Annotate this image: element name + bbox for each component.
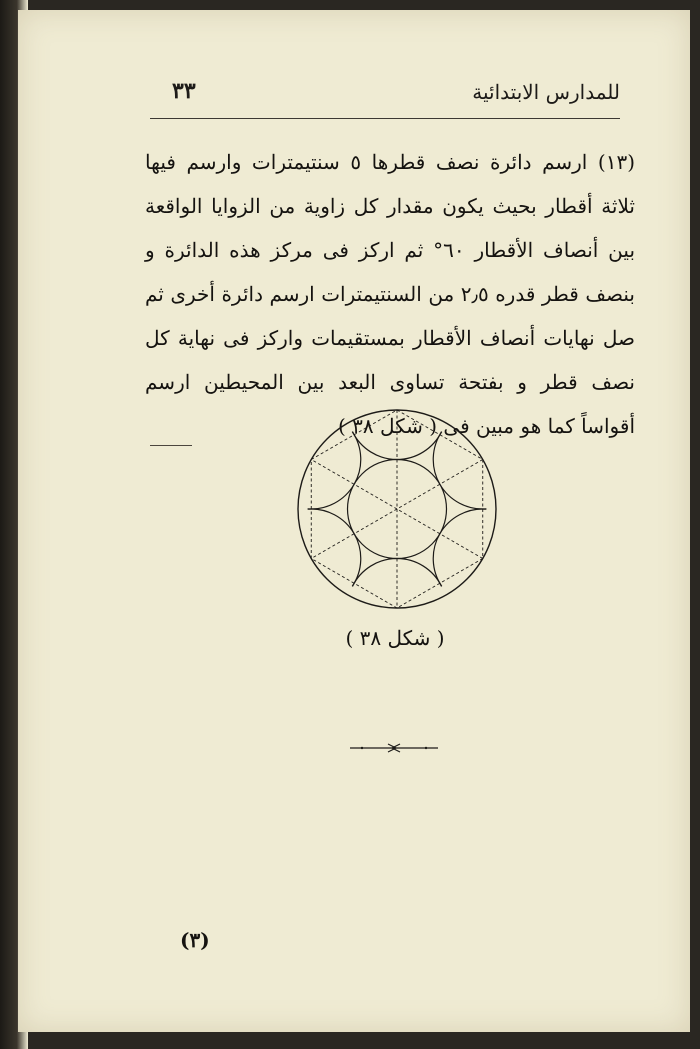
running-header: [150, 78, 620, 108]
divider-ornament: [348, 740, 440, 756]
construction-arc: [433, 432, 486, 509]
header-rule: [150, 118, 620, 119]
exercise-paragraph: [145, 140, 635, 448]
signature-number: (٣): [180, 928, 210, 952]
exercise-text: (١٣) ارسم دائرة نصف قطرها ٥ سنتيمترات وارسم فيها ثلاثة أقطار بحيث يكون مقدار كل زاوية من الزوايا الواقعة بين أنصاف الأقطار ٦٠° ثم اركز فى مركز هذه الدائرة و بنصف قطر قدره ٢٫٥ من السنتيمترات ارسم دائرة أخرى ثم صل نهايات أنصاف الأقطار بمستقيمات واركز فى نهاية كل نصف قطر و بفتحة تساوى البعد بين المحيطين ارسم أقواساً كما هو مبين فى ( شكل ٣٨ ): [145, 150, 636, 438]
figure-caption: ( شكل ٣٨ ): [345, 626, 445, 650]
geometric-construction: [296, 408, 498, 610]
page-number: ٣٣: [172, 78, 196, 104]
figure-38: [296, 408, 498, 610]
margin-mark: [150, 445, 192, 446]
running-title: للمدارس الابتدائية: [472, 80, 620, 104]
construction-arc: [433, 509, 486, 586]
construction-arc: [308, 432, 361, 509]
construction-arc: [308, 509, 361, 586]
